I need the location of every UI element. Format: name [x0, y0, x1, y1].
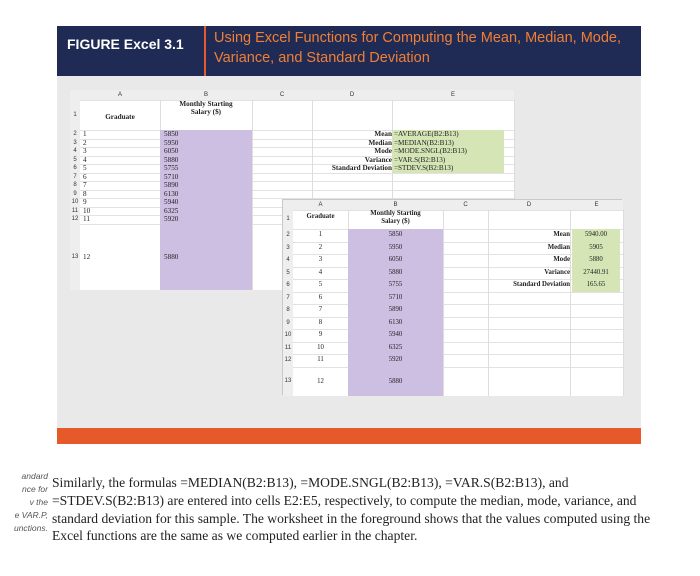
- row-header: 2: [283, 229, 293, 242]
- salary-value: 5755: [388, 281, 403, 288]
- stat-label: Mean: [374, 130, 392, 138]
- row-header: 2: [70, 130, 80, 139]
- stat-value: 5880: [589, 256, 603, 263]
- stat-value: 5940.00: [584, 231, 608, 238]
- grid-line: [570, 210, 571, 396]
- row-header: 8: [70, 181, 80, 190]
- grid-line: [443, 210, 444, 396]
- salary-value: 5880: [388, 268, 403, 276]
- stat-label: Median: [547, 243, 570, 251]
- salary-value: 5940: [388, 331, 403, 338]
- salary-header-line2: Salary ($): [381, 217, 410, 225]
- column-header-a: A: [80, 90, 160, 101]
- graduate-value: 7: [318, 306, 323, 313]
- salary-value: 5920: [388, 356, 403, 363]
- salary-value: 6130: [164, 189, 179, 198]
- row-header: 5: [283, 267, 293, 280]
- body-paragraph: Similarly, the formulas =MEDIAN(B2:B13), =MODE.SNGL(B2:B13), =VAR.S(B2:B13), and =STDEV.S(B2:B13) are entered into cells E2:E5, respectively, to compute the median, mode, variance, and standard deviation for this sample. The worksheet in the foreground shows that the values computed using the Excel functions are the same as we computed earlier in the chapter.: [52, 475, 651, 544]
- grid-line: [293, 210, 623, 211]
- margin-note-line: andard: [21, 471, 48, 481]
- graduate-value: 1: [83, 130, 87, 138]
- row-header: 4: [70, 147, 80, 156]
- row-header: 1: [283, 210, 293, 229]
- row-header: 3: [70, 139, 80, 148]
- salary-value: 6130: [388, 318, 403, 326]
- graduate-value: 9: [318, 331, 323, 338]
- graduate-value: 2: [83, 138, 87, 147]
- row-header: 8: [283, 304, 293, 317]
- graduate-value: 9: [83, 198, 87, 206]
- stat-label: Mode: [374, 147, 392, 155]
- graduate-header: Graduate: [306, 213, 335, 220]
- column-header-c: C: [252, 90, 312, 101]
- row-header: 9: [283, 317, 293, 330]
- graduate-value: 7: [83, 181, 87, 189]
- salary-value: 6050: [164, 147, 179, 155]
- graduate-value: 6: [318, 293, 323, 301]
- column-header-b: B: [348, 200, 443, 211]
- stat-label: Variance: [364, 155, 392, 164]
- salary-value: 5710: [164, 172, 179, 181]
- margin-note-line: nce for: [22, 484, 48, 494]
- stat-value: =AVERAGE(B2:B13): [394, 130, 459, 138]
- graduate-value: 11: [317, 356, 324, 363]
- graduate-value: 6: [83, 172, 87, 181]
- stat-label: Variance: [544, 268, 570, 276]
- graduate-value: 10: [317, 343, 324, 351]
- salary-value: 6325: [164, 206, 179, 215]
- stat-label: Standard Deviation: [513, 281, 570, 288]
- graduate-value: 8: [318, 318, 323, 326]
- stat-value: =MODE.SNGL(B2:B13): [394, 147, 467, 155]
- stat-value: 5905: [589, 243, 603, 251]
- column-header-b: B: [160, 90, 252, 101]
- column-header-c: C: [443, 200, 488, 211]
- salary-value: 5850: [164, 130, 179, 138]
- column-header-d: D: [312, 90, 392, 101]
- graduate-value: 12: [83, 252, 91, 261]
- stat-value: 27440.91: [583, 268, 609, 276]
- row-header: 13: [70, 224, 80, 291]
- figure-header: [57, 26, 641, 76]
- salary-value: 5890: [164, 181, 179, 189]
- graduate-value: 2: [318, 243, 323, 251]
- salary-value: 5755: [164, 164, 179, 172]
- graduate-value: 8: [83, 189, 87, 198]
- salary-header-line1: Monthly Starting: [370, 210, 421, 217]
- salary-value: 5940: [164, 198, 179, 206]
- salary-value: 5890: [388, 306, 403, 313]
- graduate-value: 5: [83, 164, 87, 172]
- column-header-e: E: [570, 200, 623, 211]
- stat-value: =STDEV.S(B2:B13): [394, 164, 454, 172]
- salary-value: 5950: [164, 138, 179, 147]
- stat-value: =MEDIAN(B2:B13): [394, 138, 454, 147]
- stat-label: Mean: [553, 231, 570, 238]
- row-header: 1: [70, 100, 80, 130]
- row-header: 3: [283, 242, 293, 255]
- salary-value: 6050: [388, 256, 403, 263]
- salary-value: 5880: [388, 377, 403, 385]
- margin-note-line: v the: [29, 497, 48, 507]
- graduate-value: 12: [317, 377, 324, 385]
- row-header: 10: [71, 199, 79, 205]
- row-header: 4: [283, 254, 293, 267]
- row-header: 7: [70, 173, 80, 182]
- graduate-value: 11: [83, 215, 90, 223]
- salary-value: 6325: [388, 343, 403, 351]
- graduate-value: 3: [83, 147, 87, 155]
- margin-note: [0, 470, 48, 535]
- row-header: 11: [283, 342, 293, 355]
- grid-line: [623, 210, 624, 396]
- row-header: 6: [70, 164, 80, 173]
- grid-line: [80, 100, 514, 101]
- salary-value: 5880: [164, 252, 179, 261]
- row-header: 5: [70, 156, 80, 165]
- row-header: 12: [283, 354, 293, 367]
- grid-line: [252, 100, 253, 290]
- salary-header-line2: Salary ($): [190, 108, 222, 117]
- salary-header-line1: Monthly Starting: [179, 100, 233, 108]
- foreground-worksheet: [283, 200, 623, 396]
- figure-bottom-bar: [57, 428, 641, 444]
- stat-value: =VAR.S(B2:B13): [394, 155, 446, 164]
- margin-note-line: e VAR.P,: [14, 510, 48, 520]
- salary-value: 5850: [388, 231, 403, 238]
- stat-label: Standard Deviation: [331, 164, 392, 172]
- salary-value: 5920: [164, 215, 179, 223]
- graduate-value: 1: [318, 231, 323, 238]
- figure-label: FIGURE Excel 3.1: [67, 36, 184, 52]
- column-header-d: D: [488, 200, 570, 211]
- row-header: 9: [70, 190, 80, 199]
- header-divider: [204, 26, 206, 76]
- salary-value: 5710: [388, 293, 403, 301]
- row-header: 10: [283, 329, 293, 342]
- figure-title: Using Excel Functions for Computing the Mean, Median, Mode, Variance, and Standard Deviation: [214, 30, 622, 66]
- row-header: 13: [283, 367, 293, 397]
- graduate-value: 3: [318, 256, 323, 263]
- stat-value: 165.65: [586, 281, 606, 288]
- graduate-value: 4: [318, 268, 323, 276]
- graduate-value: 10: [83, 206, 91, 215]
- row-header: 7: [283, 292, 293, 305]
- row-header: 11: [71, 207, 79, 214]
- stat-label: Mode: [553, 256, 570, 263]
- graduate-value: 5: [318, 281, 323, 288]
- margin-note-line: unctions.: [13, 523, 48, 533]
- salary-value: 5950: [388, 243, 403, 251]
- stat-label: Median: [368, 138, 392, 147]
- salary-value: 5880: [164, 155, 179, 164]
- row-header: 12: [71, 216, 79, 222]
- graduate-value: 4: [83, 155, 87, 164]
- graduate-header: Graduate: [105, 113, 135, 121]
- column-header-a: A: [293, 200, 348, 211]
- row-header: 6: [283, 279, 293, 292]
- column-header-e: E: [392, 90, 514, 101]
